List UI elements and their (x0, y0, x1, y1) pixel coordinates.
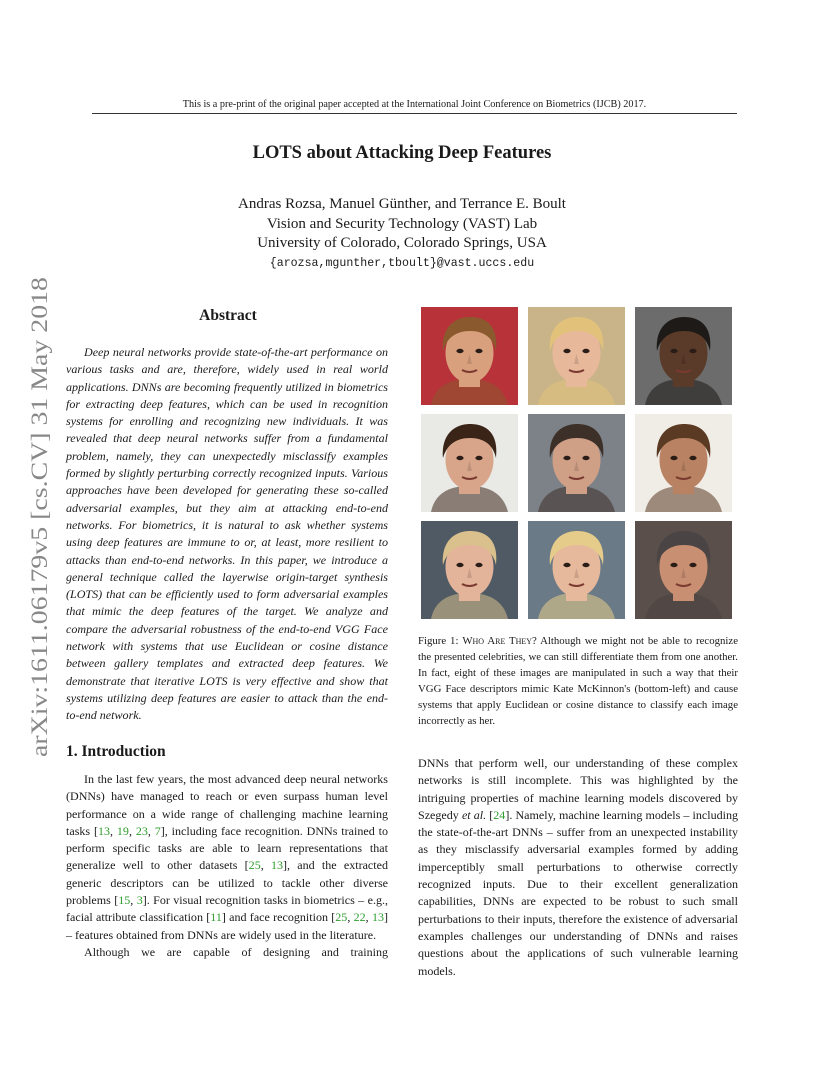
face-photo (635, 521, 732, 619)
caption-label: Figure 1: (418, 635, 463, 647)
citation-link[interactable]: 13 (97, 823, 111, 838)
introduction-text (66, 771, 388, 961)
citation-link[interactable]: 24 (493, 807, 506, 822)
face-photo (421, 521, 518, 619)
intro-paragraph-2: Although we are capable of designing and training (84, 944, 388, 959)
section-heading-introduction: 1. Introduction (66, 743, 166, 760)
intro-paragraph-1: In the last few years, the most advanced deep neural networks (DNNs) have managed to reach or even surpass human level performance on a wide range of challenging machine learning tasks [13, 19, 23, 7], including face recognition. DNNs trained to perform specific tasks are able to learn representations that generalize well to other datasets [25, 13], and the extracted generic descriptors can be utilized to tackle other diverse problems [15, 3]. For visual recognition tasks in biometrics – e.g., facial attribute classification [11] and face recognition [25, 22, 13] – features obtained from DNNs are widely used in the literature. (66, 772, 388, 942)
face-photo (635, 307, 732, 405)
author-email: {arozsa,mgunther,tboult}@vast.uccs.edu (269, 256, 535, 270)
arxiv-stamp (23, 277, 53, 757)
author-university: University of Colorado, Colorado Springs, USA (257, 235, 547, 251)
citation-link[interactable]: 19 (116, 823, 129, 838)
face-photo (528, 521, 625, 619)
right-column-text: DNNs that perform well, our understanding of these complex networks is still incomplete. This was highlighted by the intriguing properties of machine learning models discovered by Szegedy et al. [24]. Namely, machine learning models – including the state-of-the-art DNNs – suffer from an unexpected instability as they misclassify adversarial examples formed by adding imperceptibly small perturbations to otherwise correctly recognized inputs. Due to their excellent generalization capabilities, DNNs are expected to be robust to such small perturbations to their inputs, therefore the existence of adversarial examples challenges our understanding of DNNs and raises questions about the applications of such vulnerable learning models. (418, 756, 739, 978)
author-names: Andras Rozsa, Manuel Günther, and Terrance E. Boult (238, 196, 566, 212)
citation-link[interactable]: 13 (270, 858, 284, 873)
caption-text: Although we might not be able to recognize the presented celebrities, we can still differentiate them from one another. In fact, eight of these images are manipulated in such a way that their VGG Face descriptors mimic Kate McKinnon's (bottom-left) and cause systems that apply Euclidean or cosine distance to classify each image incorrectly as her. (418, 635, 739, 727)
paper-title: LOTS about Attacking Deep Features (252, 143, 552, 163)
citation-link[interactable]: 15 (118, 893, 131, 908)
citation-link[interactable]: 11 (210, 910, 222, 925)
caption-title: Who Are They? (462, 635, 537, 647)
citation-link[interactable]: 25 (335, 910, 348, 925)
face-photo (528, 414, 625, 512)
citation-link[interactable]: 23 (135, 823, 148, 838)
abstract-heading: Abstract (199, 307, 257, 324)
citation-link[interactable]: 22 (353, 910, 366, 925)
citation-link[interactable]: 7 (154, 823, 161, 838)
face-photo (421, 307, 518, 405)
author-block (92, 195, 712, 273)
abstract-paragraph: Deep neural networks provide state-of-the-art performance on various tasks and are, therefore, widely used in real world applications. DNNs are becoming frequently utilized in biometrics for extracting deep features, which can be used in recognition systems for enrolling and recognizing new individuals. It was revealed that deep neural networks suffer from a fundamental problem, namely, they can unexpectedly misclassify examples formed by slightly perturbing correctly recognized inputs. Various approaches have been developed for generating these so-called adversarial examples, but they aim at attacking end-to-end networks. For biometrics, it is natural to ask whether systems using deep features are immune to or, at least, more resilient to attacks than end-to-end networks. In this paper, we introduce a general technique called the layerwise origin-target synthesis (LOTS) that can be efficiently used to form adversarial examples that mimic the deep features of the target. We analyze and compare the adversarial robustness of the end-to-end VGG Face network with systems that use Euclidean or cosine distance between gallery templates and extracted deep features. We demonstrate that iterative LOTS is very effective and show that systems utilizing deep features are easier to attack than the end-to-end network. (66, 345, 388, 723)
header-divider (92, 113, 737, 114)
preprint-note: This is a pre-print of the original paper accepted at the International Joint Conference on Biometrics (IJCB) 2017. (182, 99, 647, 110)
citation-link[interactable]: 13 (371, 910, 384, 925)
citation-link[interactable]: 25 (248, 858, 261, 873)
author-lab: Vision and Security Technology (VAST) Lab (266, 215, 538, 232)
figure-face-grid (421, 307, 733, 621)
abstract-text (66, 344, 388, 725)
citation-link[interactable]: 3 (136, 893, 143, 908)
face-photo (528, 307, 625, 405)
face-photo (421, 414, 518, 512)
figure-caption (418, 633, 738, 729)
face-photo (635, 414, 732, 512)
arxiv-id: arXiv:1611.06179v5 [cs.CV] 31 May 2018 (27, 351, 53, 757)
